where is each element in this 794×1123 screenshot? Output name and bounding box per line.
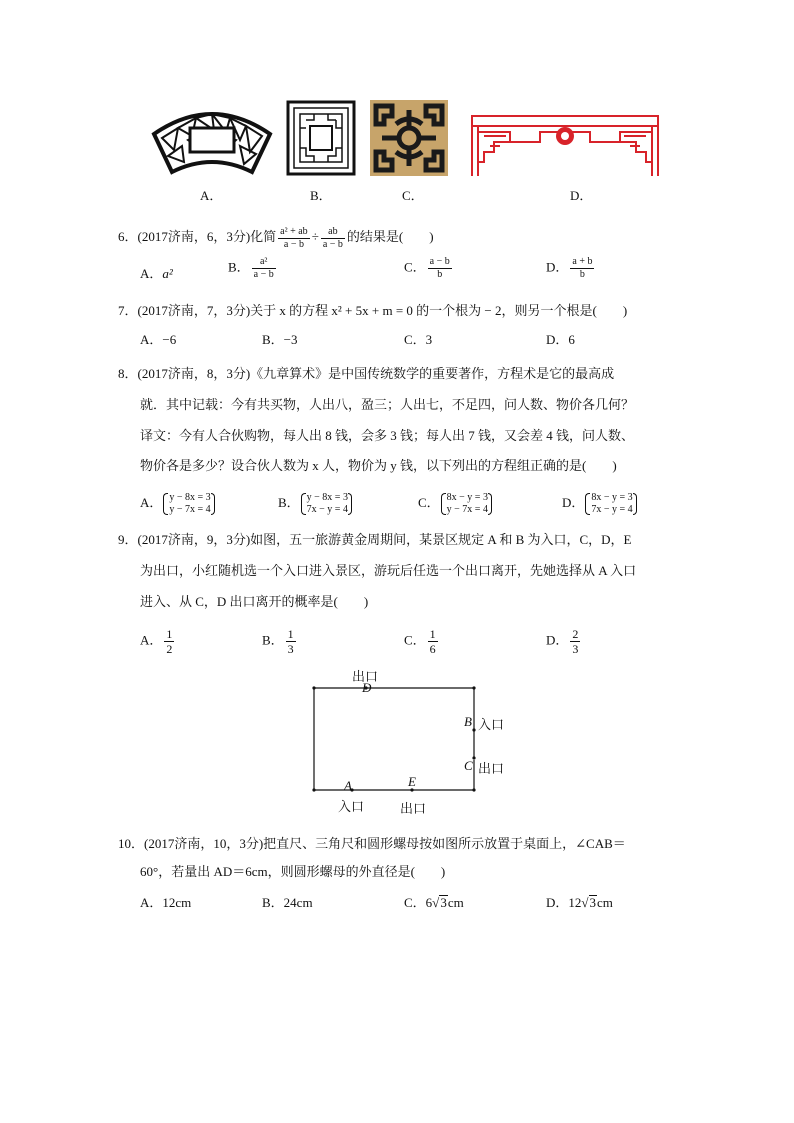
q6-divide-sign: ÷ [311,229,319,244]
q6-d-den: b [579,269,585,280]
q10-line-2: 60°，若量出 AD＝6cm，则圆形螺母的外直径是( ) [140,864,446,879]
q6-option-a[interactable] [140,264,173,284]
figure-c-golden-knot [370,100,448,176]
q9-d-den: 3 [572,642,579,656]
q10-d-unit: cm [597,895,613,910]
q10-line-1: 10．(2017济南，10，3分)把直尺、三角尺和圆形螺母按如图所示放置于桌面上，∠CAB＝ [118,836,626,851]
q10-option-b[interactable]: B．24cm [262,895,313,910]
q8-b-label: B． [278,494,300,510]
q9-c-num: 1 [429,627,436,641]
q9-label-a: A [344,778,352,793]
q8-line-3: 译文：今有人合伙购物，每人出 8 钱，会多 3 钱；每人出 7 钱，又会差 4 钱，问人数、 [140,428,635,443]
q6-option-c[interactable] [404,256,454,281]
q7-option-a[interactable]: A．−6 [140,332,177,347]
q9-b-den: 3 [287,642,294,656]
q6-b-den: a − b [253,269,274,280]
q9-corner-tl [312,686,315,689]
q6-b-num: a² [252,256,276,269]
q8-c-system [440,492,493,516]
q9-c-den: 6 [429,642,436,656]
q6-stem [118,224,434,251]
q6-frac1-num: a² + ab [280,225,308,237]
figure-label-a: A． [200,188,223,203]
q9-label-entry-a: 入口 [338,799,365,814]
q6-stem-a: 6．(2017济南，6，3分)化简 [118,229,277,244]
q10-c-unit: cm [447,895,464,910]
q9-c-label: C． [404,632,426,648]
q8-option-c[interactable] [418,492,493,516]
q8-option-a[interactable] [140,492,216,516]
q9-option-b[interactable] [262,627,298,656]
figure-a-fan-lattice [148,100,276,180]
q9-option-c[interactable] [404,627,440,656]
q9-path-top-right [314,688,474,729]
q9-label-exit-e: 出口 [400,801,427,816]
figure-b-square-lattice [286,100,356,176]
q9-label-c: C [464,758,473,773]
q8-b-eq1: y − 8x = 3 [306,492,348,503]
q9-d-fraction [570,627,580,656]
q10-c-sqrt-sign: √ [432,895,440,910]
q6-b-label: B． [228,259,250,275]
q10-d-radicand: 3 [589,895,597,910]
q6-c-num: a − b [429,256,450,267]
q9-option-d[interactable] [546,627,582,656]
q6-stem-b: 的结果是( ) [346,229,434,244]
q6-fraction-2 [321,226,345,251]
q6-c-fraction [428,256,452,281]
q9-option-a[interactable] [140,627,176,656]
q8-d-eq2: 7x − y = 4 [591,504,633,515]
q8-b-eq2: 7x − y = 4 [306,504,348,515]
q9-b-label: B． [262,632,284,648]
figure-label-b: B． [310,188,332,203]
q8-d-eq1: 8x − y = 3 [591,492,633,503]
q9-label-d: D [362,680,372,695]
q9-point-b [472,728,475,731]
q6-frac2-den: a − b [322,238,343,250]
q9-path-left-a [314,688,352,790]
q10-option-c[interactable] [404,893,464,913]
q9-b-num: 1 [287,627,294,641]
q10-d-label: D．12 [546,895,582,910]
q8-line-1: 8．(2017济南，8，3分)《九章算术》是中国传统数学的重要著作，方程术是它的最高成 [118,366,615,381]
q9-corner-tr [472,686,475,689]
q9-label-e: E [408,774,416,789]
q6-frac2-num: ab [321,226,345,239]
q9-a-label: A． [140,632,163,648]
q6-option-d[interactable] [546,256,596,281]
q10-option-a[interactable]: A．12cm [140,895,192,910]
q6-d-label: D． [546,259,569,275]
q8-option-b[interactable] [278,492,353,516]
q7-option-b[interactable]: B．−3 [262,332,298,347]
q6-frac1-den: a − b [283,238,304,250]
q8-option-d[interactable] [562,492,638,516]
q8-line-4: 物价各是多少？设合伙人数为 x 人，物价为 y 钱，以下列出的方程组正确的是( ) [140,458,617,473]
q9-label-exit-c: 出口 [478,761,505,776]
q7-option-d[interactable]: D．6 [546,332,575,347]
q9-c-fraction [428,627,438,656]
q9-line-1: 9．(2017济南，9，3分)如图，五一旅游黄金周期间，某景区规定 A 和 B 为入口，C，D，E [118,532,632,547]
q10-c-radicand: 3 [440,895,447,910]
q9-line-3: 进入、从 C，D 出口离开的概率是( ) [140,594,369,609]
q8-a-system [162,492,215,516]
q6-d-fraction [570,256,594,281]
figure-label-c: C． [402,188,424,203]
q8-a-label: A． [140,494,163,510]
q8-c-eq1: 8x − y = 3 [446,492,488,503]
q6-b-fraction [252,256,276,281]
q9-corner-bl [312,788,315,791]
q9-d-label: D． [546,632,569,648]
q7-option-c[interactable]: C．3 [404,332,433,347]
q6-d-num: a + b [572,256,593,267]
q8-c-eq2: y − 7x = 4 [446,504,488,515]
q6-option-b[interactable] [228,256,278,281]
q9-label-exit-d: 出口 [352,669,379,684]
q8-c-label: C． [418,494,440,510]
q9-a-den: 2 [166,642,173,656]
q9-a-fraction [164,627,174,656]
q9-label-entry-b: 入口 [478,717,505,732]
q9-b-fraction [286,627,296,656]
q6-a-label: A． [140,266,163,281]
q10-option-d[interactable] [546,893,613,913]
q10-d-sqrt-sign: √ [581,895,589,910]
q9-corner-br [472,788,475,791]
q6-c-den: b [437,269,443,280]
q8-line-2: 就．其中记载：今有共买物，人出八，盈三；人出七，不足四，问人数、物价各几何？ [140,397,635,412]
q9-d-num: 2 [572,627,579,641]
q9-diagram-lines [300,660,530,820]
q8-a-eq2: y − 7x = 4 [169,504,211,515]
q9-a-num: 1 [166,627,173,641]
q8-d-system [584,492,637,516]
q8-b-system [300,492,353,516]
q6-c-label: C． [404,259,426,275]
q7-stem: 7．(2017济南，7，3分)关于 x 的方程 x² + 5x + m = 0 的一个根为 − 2，则另一个根是( ) [118,303,628,318]
q9-label-b: B [464,714,472,729]
q9-line-2: 为出口，小红随机选一个入口进入景区，游玩后任选一个出口离开，先她选择从 A 入口 [140,563,637,578]
figure-label-d: D． [570,188,593,203]
q8-d-label: D． [562,494,585,510]
q8-a-eq1: y − 8x = 3 [169,492,211,503]
q6-fraction-1 [278,226,310,251]
q10-c-label: C．6 [404,895,433,910]
q6-a-value: a² [162,266,173,281]
figure-d-red-arch [470,112,660,178]
